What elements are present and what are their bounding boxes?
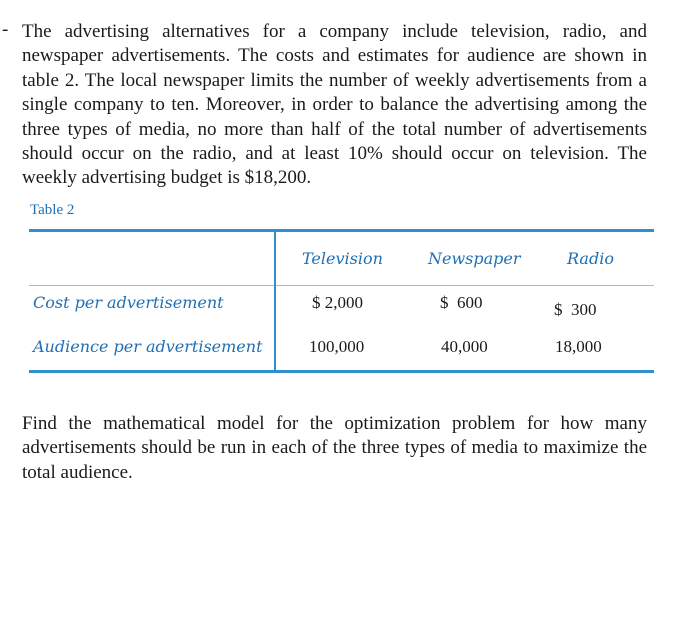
column-header-radio: Radio (567, 249, 614, 268)
row-label-audience: Audience per advertisement (33, 337, 263, 356)
column-header-newspaper: Newspaper (428, 249, 521, 268)
row-label-cost: Cost per advertisement (33, 293, 224, 312)
problem-statement: The advertising alternatives for a company include television, radio, and newspaper advertisements. The costs and estimates for audience are shown in table 2. The local newspaper limits the number of weekly advertisements from a single company to ten. Moreover, in order to balance the advertising among the three types of media, no more than half of the total number of advertisements should occur on the radio, and at least 10% should occur on television. The weekly advertising budget is $18,200. (22, 21, 647, 189)
column-header-television: Television (302, 249, 383, 268)
table-header-rule (29, 285, 654, 286)
cell-cost-radio: $ 300 (554, 300, 597, 319)
cell-audience-radio: 18,000 (555, 337, 602, 356)
data-table (29, 229, 654, 373)
table-caption: Table 2 (30, 202, 75, 218)
problem-question: Find the mathematical model for the optimization problem for how many advertisements should be run in each of the three types of media to maximize the total audience. (22, 413, 647, 483)
cell-audience-television: 100,000 (309, 337, 365, 356)
table-top-rule (29, 229, 654, 232)
cell-cost-newspaper: $ 600 (440, 293, 483, 312)
cell-cost-television: $ 2,000 (312, 293, 363, 312)
cell-audience-newspaper: 40,000 (441, 337, 488, 356)
table-bottom-rule (29, 370, 654, 373)
table-column-divider (274, 232, 276, 370)
list-bullet: - (2, 19, 9, 40)
